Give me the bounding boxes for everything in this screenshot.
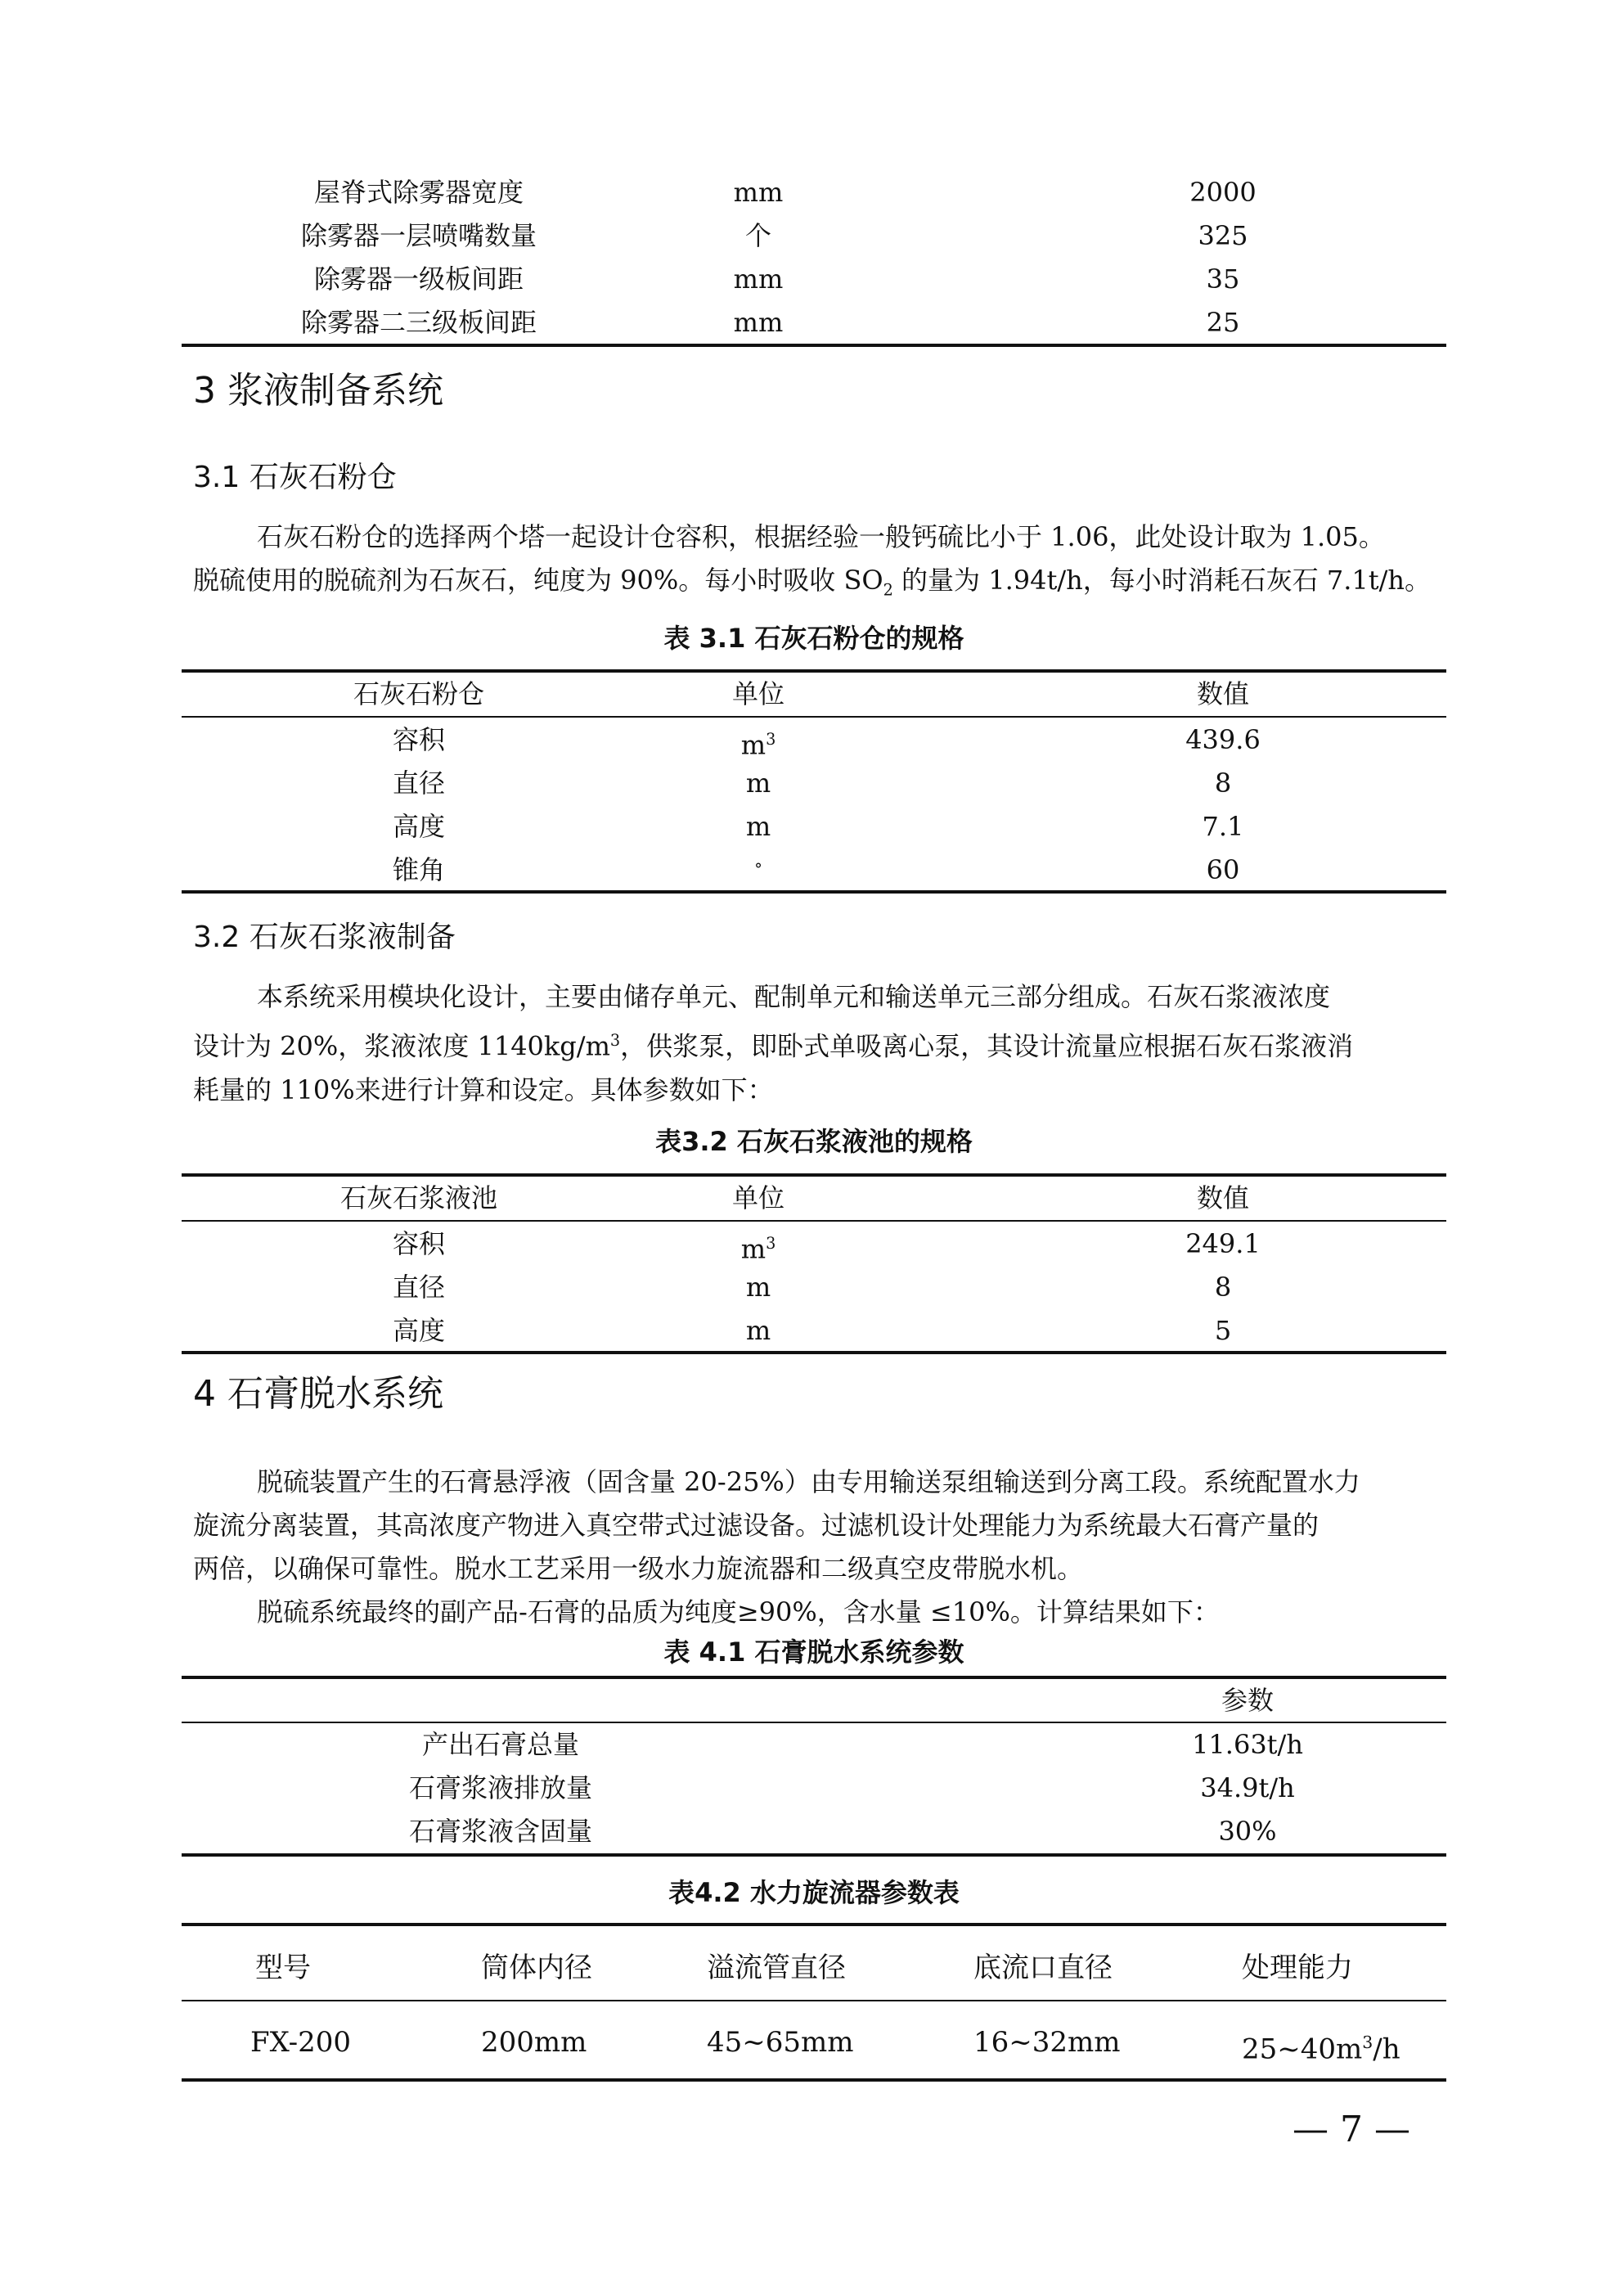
page-number: — 7 — (1293, 2109, 1410, 2150)
param-value: 34.9t/h (1200, 1772, 1295, 1803)
capacity-cell (1242, 2018, 1400, 2073)
superscript: 3 (766, 730, 776, 749)
table-caption: 表 3.1 石灰石粉仓的规格 (663, 623, 964, 654)
column-header: 数值 (1196, 1182, 1249, 1213)
table-row (182, 301, 1446, 344)
header-rule (182, 1220, 1446, 1222)
column-header: 筒体内径 (481, 1952, 592, 1984)
superscript: 3 (1362, 2033, 1373, 2052)
param-name: 除雾器一层喷嘴数量 (300, 220, 537, 251)
table-bottom-rule (182, 1351, 1446, 1354)
paragraph-line: 脱硫装置产生的石膏悬浮液（固含量 20-25%）由专用输送泵组输送到分离工段。系统配置水力 (257, 1466, 1360, 1497)
column-header: 型号 (255, 1952, 311, 1984)
subscript: 2 (883, 580, 893, 600)
param-name: 容积 (392, 1228, 445, 1259)
param-unit: m (745, 1315, 771, 1346)
param-name: 高度 (392, 811, 445, 842)
inner-diameter-cell: 200mm (481, 2026, 587, 2059)
table-row (182, 718, 1446, 761)
param-unit: mm (733, 263, 784, 295)
param-unit (656, 718, 861, 767)
table-caption: 表3.2 石灰石浆液池的规格 (655, 1126, 973, 1157)
table-row (182, 805, 1446, 848)
paragraph-line: 两倍，以确保可靠性。脱水工艺采用一级水力旋流器和二级真空皮带脱水机。 (193, 1553, 1084, 1584)
text-run: 25~40m (1242, 2033, 1363, 2066)
param-value: 8 (1214, 1272, 1232, 1303)
table-row (182, 762, 1446, 804)
paragraph-line (193, 559, 1446, 611)
column-header: 数值 (1196, 678, 1249, 709)
superscript: ° (754, 860, 762, 879)
param-unit: m (745, 768, 771, 799)
param-name: 直径 (392, 1272, 445, 1303)
table-header-row (182, 673, 1446, 715)
table-row (182, 1266, 1446, 1308)
column-header: 单位 (731, 1182, 785, 1213)
unit-base: m (740, 1233, 767, 1265)
param-value: 325 (1198, 220, 1248, 251)
param-value: 439.6 (1185, 724, 1261, 755)
param-unit (656, 849, 861, 897)
param-name: 直径 (392, 768, 445, 799)
overflow-cell: 45~65mm (707, 2026, 854, 2059)
text-run: /h (1373, 2033, 1400, 2066)
text-run: 脱硫使用的脱硫剂为石灰石，纯度为 90%。每小时吸收 SO (193, 565, 883, 596)
column-header: 参数 (1221, 1685, 1274, 1716)
table-bottom-rule (182, 1853, 1446, 1857)
table-row (182, 849, 1446, 891)
subsection-heading: 3.1 石灰石粉仓 (193, 461, 397, 494)
table-bottom-rule (182, 344, 1446, 347)
table-bottom-rule (182, 890, 1446, 894)
header-rule (182, 716, 1446, 718)
paragraph-line: 本系统采用模块化设计，主要由储存单元、配制单元和输送单元三部分组成。石灰石浆液浓度 (257, 981, 1331, 1012)
column-header: 石灰石粉仓 (353, 678, 484, 709)
paragraph-line: 旋流分离装置，其高浓度产物进入真空带式过滤设备。过滤机设计处理能力为系统最大石膏产量的 (193, 1510, 1320, 1541)
text-run: ，供浆泵，即卧式单吸离心泵，其设计流量应根据石灰石浆液消 (620, 1030, 1354, 1062)
table-row (182, 2018, 1446, 2067)
param-value: 249.1 (1185, 1228, 1261, 1259)
param-unit: m (745, 811, 771, 842)
param-value: 5 (1214, 1315, 1232, 1346)
param-value: 2000 (1189, 177, 1257, 208)
table-row (182, 1810, 1446, 1853)
param-value: 25 (1206, 307, 1240, 338)
table-caption: 表4.2 水力旋流器参数表 (668, 1877, 960, 1908)
param-unit (656, 1222, 861, 1271)
param-name: 除雾器二三级板间距 (300, 307, 537, 338)
param-unit: mm (733, 177, 784, 208)
table-header-row (182, 1679, 1446, 1722)
table-top-rule (182, 1923, 1446, 1926)
paragraph-line: 耗量的 110%来进行计算和设定。具体参数如下： (193, 1074, 774, 1105)
table-row (182, 1309, 1446, 1352)
paragraph-line: 石灰石粉仓的选择两个塔一起设计仓容积，根据经验一般钙硫比小于 1.06，此处设计取为 1.05。 (257, 521, 1385, 552)
underflow-cell: 16~32mm (973, 2026, 1121, 2059)
section-heading: 4 石膏脱水系统 (193, 1373, 443, 1415)
section-heading: 3 浆液制备系统 (193, 370, 443, 412)
paragraph (193, 975, 1446, 1112)
column-header: 溢流管直径 (707, 1952, 846, 1984)
table-header-row (182, 1177, 1446, 1219)
header-rule (182, 2000, 1446, 2001)
table-row (182, 171, 1446, 214)
superscript: 3 (609, 1031, 621, 1050)
subsection-heading: 3.2 石灰石浆液制备 (193, 921, 456, 954)
table-caption: 表 4.1 石膏脱水系统参数 (663, 1636, 964, 1668)
param-value: 35 (1206, 263, 1240, 295)
param-name: 高度 (392, 1315, 445, 1346)
param-name: 产出石膏总量 (421, 1729, 579, 1760)
column-header: 底流口直径 (973, 1952, 1113, 1984)
table-header-row (182, 1943, 1446, 1992)
table-bottom-rule (182, 2078, 1446, 2082)
paragraph-line: 脱硫系统最终的副产品-石膏的品质为纯度≥90%，含水量 ≤10%。计算结果如下： (257, 1596, 1220, 1627)
param-name: 石膏浆液排放量 (408, 1772, 592, 1803)
param-name: 容积 (392, 724, 445, 755)
model-cell: FX-200 (250, 2026, 351, 2059)
column-header: 单位 (731, 678, 785, 709)
text-run: 的量为 1.94t/h，每小时消耗石灰石 7.1t/h。 (892, 565, 1432, 596)
param-unit: m (745, 1272, 771, 1303)
unit-base: m (740, 729, 767, 761)
table-row (182, 1723, 1446, 1766)
table-row (182, 1767, 1446, 1809)
param-value: 8 (1214, 768, 1232, 799)
column-header: 石灰石浆液池 (339, 1182, 497, 1213)
paragraph (193, 1461, 1446, 1634)
param-value: 60 (1206, 854, 1240, 885)
param-value: 11.63t/h (1192, 1729, 1303, 1760)
param-name: 锥角 (392, 854, 445, 885)
table-row (182, 258, 1446, 300)
table-row (182, 1222, 1446, 1265)
paragraph (193, 515, 1446, 611)
superscript: 3 (766, 1234, 776, 1253)
param-value: 30% (1218, 1816, 1277, 1847)
param-value: 7.1 (1202, 811, 1244, 842)
text-run: 设计为 20%，浆液浓度 1140kg/m (193, 1030, 610, 1062)
column-header: 处理能力 (1242, 1952, 1353, 1984)
paragraph-line (193, 1019, 1446, 1069)
param-unit: 个 (744, 220, 771, 251)
param-name: 除雾器一级板间距 (313, 263, 524, 295)
param-name: 石膏浆液含固量 (408, 1816, 592, 1847)
param-unit: mm (733, 307, 784, 338)
param-name: 屋脊式除雾器宽度 (313, 177, 524, 208)
table-row (182, 214, 1446, 257)
